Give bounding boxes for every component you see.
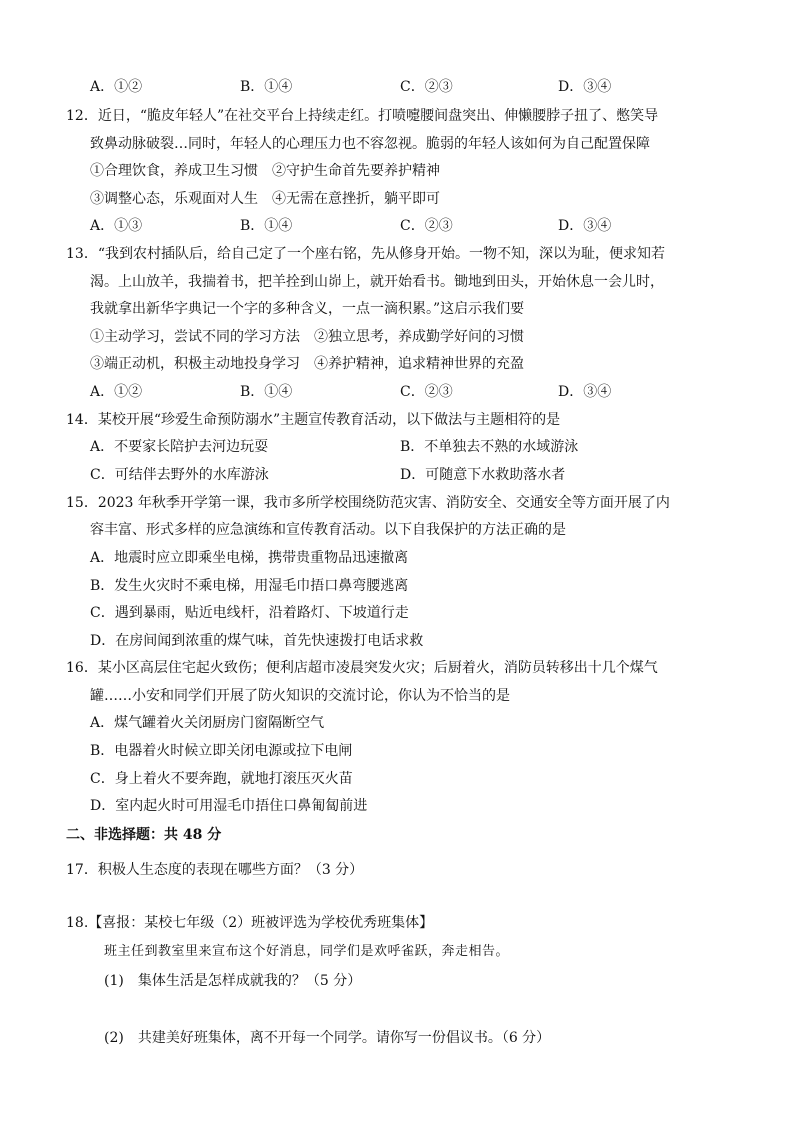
q12-option-a: A．①③ [90, 218, 143, 234]
q18-subquestion-2: (2) 共建美好班集体，离不开每一个同学。请你写一份倡议书。（6 分） [104, 1030, 551, 1046]
q18-title: 18.【喜报：某校七年级（2）班被评选为学校优秀班集体】 [66, 915, 434, 931]
q15-option-a: A．地震时应立即乘坐电梯，携带贵重物品迅速撤离 [90, 550, 409, 566]
q13-option-a: A．①② [90, 384, 143, 400]
q13-stem-line3: 我就拿出新华字典记一个字的多种含义，一点一滴积累。”这启示我们要 [90, 301, 525, 317]
q13-items-line1: ①主动学习，尝试不同的学习方法 ②独立思考，养成勤学好问的习惯 [90, 329, 524, 345]
q14-option-c: C．可结伴去野外的水库游泳 [90, 467, 269, 483]
q16-option-c: C．身上着火不要奔跑，就地打滚压灭火苗 [90, 771, 353, 787]
q18-intro: 班主任到教室里来宣布这个好消息，同学们是欢呼雀跃，奔走相告。 [104, 944, 510, 959]
q11-option-a: A．①② [90, 79, 143, 95]
q12-stem-line2: 致鼻动脉破裂…同时，年轻人的心理压力也不容忽视。脆弱的年轻人该如何为自己配置保障 [90, 136, 650, 152]
q16-stem-line1: 16．某小区高层住宅起火致伤；便利店超市凌晨突发火灾；后厨着火，消防员转移出十几个煤气 [66, 660, 658, 676]
q14-option-b: B．不单独去不熟的水域游泳 [400, 439, 579, 455]
q12-option-d: D．③④ [558, 218, 612, 234]
q13-option-c: C．②③ [400, 384, 453, 400]
q13-option-d: D．③④ [558, 384, 612, 400]
q12-option-b: B．①④ [240, 218, 293, 234]
q11-option-b: B．①④ [240, 79, 293, 95]
q13-option-b: B．①④ [240, 384, 293, 400]
q11-options [90, 77, 690, 97]
q16-option-a: A．煤气罐着火关闭厨房门窗隔断空气 [90, 715, 325, 731]
q16-option-b: B．电器着火时候立即关闭电源或拉下电闸 [90, 743, 353, 759]
q11-option-d: D．③④ [558, 79, 612, 95]
q12-option-c: C．②③ [400, 218, 453, 234]
q16-option-d: D．室内起火时可用湿毛巾捂住口鼻匍匐前进 [90, 798, 368, 814]
q15-option-b: B．发生火灾时不乘电梯，用湿毛巾捂口鼻弯腰逃离 [90, 578, 409, 594]
q14-option-a: A．不要家长陪护去河边玩耍 [90, 439, 269, 455]
q15-stem-line1: 15．2023 年秋季开学第一课，我市多所学校围绕防范灾害、消防安全、交通安全等方面开展了内 [66, 495, 670, 511]
q13-stem-line2: 渴。上山放羊，我揣着书，把羊拴到山峁上，就开始看书。锄地到田头，开始休息一会儿时， [90, 274, 664, 290]
q13-items-line2: ③端正动机，积极主动地投身学习 ④养护精神，追求精神世界的充盈 [90, 356, 524, 372]
q13-options [90, 382, 690, 402]
q18-subquestion-1: (1) 集体生活是怎样成就我的？（5 分） [104, 973, 362, 989]
q12-options [90, 216, 690, 236]
q12-items-line2: ③调整心态，乐观面对人生 ④无需在意挫折，躺平即可 [90, 191, 440, 207]
q13-stem-line1: 13．“我到农村插队后，给自己定了一个座右铭，先从修身开始。一物不知，深以为耻，便求知若 [66, 246, 665, 262]
q15-option-d: D．在房间闻到浓重的煤气味，首先快速拨打电话求救 [90, 633, 424, 649]
q14-stem: 14．某校开展“珍爱生命预防溺水”主题宣传教育活动，以下做法与主题相符的是 [66, 412, 561, 428]
q16-stem-line2: 罐……小安和同学们开展了防火知识的交流讨论，你认为不恰当的是 [90, 688, 510, 704]
q11-option-c: C．②③ [400, 79, 453, 95]
q17-question: 17．积极人生态度的表现在哪些方面？（3 分） [66, 862, 364, 878]
section-2-title: 二、非选择题：共 48 分 [66, 827, 222, 843]
q14-option-d: D．可随意下水救助落水者 [400, 467, 566, 483]
q14-options-row2 [90, 465, 710, 485]
q12-items-line1: ①合理饮食，养成卫生习惯 ②守护生命首先要养护精神 [90, 163, 440, 179]
q15-stem-line2: 容丰富、形式多样的应急演练和宣传教育活动。以下自我保护的方法正确的是 [90, 522, 566, 538]
q15-option-c: C．遇到暴雨，贴近电线杆，沿着路灯、下坡道行走 [90, 605, 409, 621]
q14-options-row1 [90, 437, 710, 457]
q12-stem-line1: 12．近日，“脆皮年轻人”在社交平台上持续走红。打喷嚏腰间盘突出、伸懒腰脖子扭了、憋笑导 [66, 108, 659, 124]
